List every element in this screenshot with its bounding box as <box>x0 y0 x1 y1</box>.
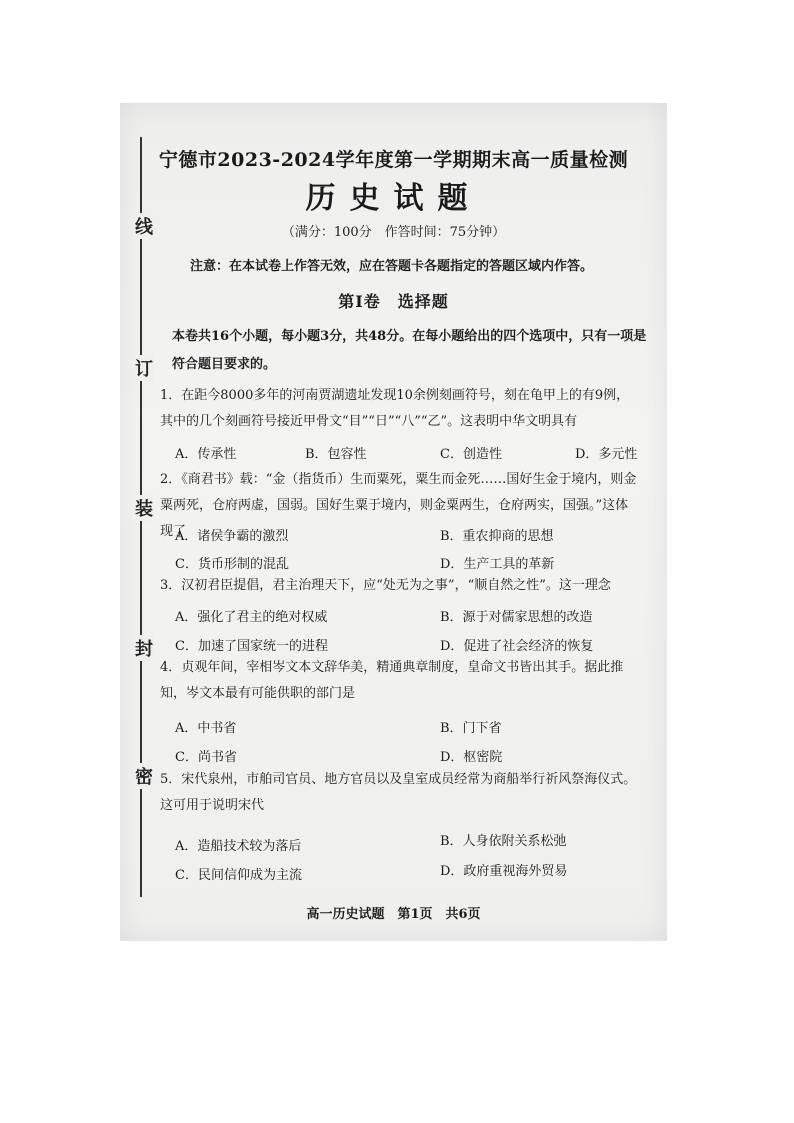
section-title: 第Ⅰ卷 选择题 <box>338 292 449 311</box>
binding-char-xian: 线 <box>134 213 154 239</box>
option-a: A．中书省 <box>175 721 237 736</box>
option-d: D．生产工具的革新 <box>440 557 555 572</box>
binding-char-feng: 封 <box>134 635 154 661</box>
option-d: D．枢密院 <box>440 750 503 765</box>
option-a: A．强化了君主的绝对权威 <box>175 610 328 625</box>
exam-info: （满分：100分 作答时间：75分钟） <box>281 225 506 240</box>
option-b: B．包容性 <box>305 447 367 462</box>
page-footer: 高一历史试题 第1页 共6页 <box>306 907 481 922</box>
option-b: B．人身依附关系松弛 <box>440 834 567 849</box>
exam-title: 宁德市2023-2024学年度第一学期期末高一质量检测 <box>158 149 629 171</box>
option-c: C．民间信仰成为主流 <box>175 868 302 883</box>
option-c: C．加速了国家统一的进程 <box>175 639 328 654</box>
exam-paper-photo <box>120 103 667 941</box>
binding-char-mi: 密 <box>134 763 154 789</box>
option-c: C．尚书省 <box>175 750 237 765</box>
option-c: C．货币形制的混乱 <box>175 557 289 572</box>
section-intro: 本卷共16个小题，每小题3分，共48分。在每小题给出的四个选项中，只有一项是符合题目要求的。 <box>172 329 647 372</box>
option-b: B．门下省 <box>440 721 502 736</box>
question-stem: 3．汉初君臣提倡，君主治理天下，应“处无为之事”，“顺自然之性”。这一理念 <box>160 578 611 593</box>
subject-title: 历史试题 <box>305 181 482 216</box>
question-stem: 5．宋代泉州，市舶司官员、地方官员以及皇室成员经常为商船举行祈风祭海仪式。这可用于说明宋代 <box>160 772 637 813</box>
option-d: D．政府重视海外贸易 <box>440 864 568 879</box>
exam-notice: 注意：在本试卷上作答无效，应在答题卡各题指定的答题区域内作答。 <box>190 259 594 274</box>
option-a: A．诸侯争霸的激烈 <box>175 529 289 544</box>
option-b: B．源于对儒家思想的改造 <box>440 610 593 625</box>
question-stem: 1．在距今8000多年的河南贾湖遗址发现10余例刻画符号，刻在龟甲上的有9例，其中的几个刻画符号接近甲骨文“目”“日”“八”“乙”。这表明中华文明具有 <box>160 388 630 429</box>
option-b: B．重农抑商的思想 <box>440 529 554 544</box>
option-d: D．促进了社会经济的恢复 <box>440 639 594 654</box>
option-a: A．传承性 <box>175 447 237 462</box>
question-stem: 4．贞观年间，宰相岑文本文辞华美，精通典章制度，皇命文书皆出其手。据此推知，岑文本最有可能供职的部门是 <box>160 660 624 701</box>
question-stem: 2．《商君书》载：“金（指货币）生而粟死，粟生而金死……国好生金于境内，则金粟两死，仓府两虚，国弱。国好生粟于境内，则金粟两生，仓府两实，国强。”这体现了 <box>160 472 637 539</box>
binding-char-ding: 订 <box>134 355 154 381</box>
option-d: D．多元性 <box>575 447 638 462</box>
binding-char-zhuang: 装 <box>134 495 154 521</box>
option-c: C．创造性 <box>440 447 502 462</box>
option-a: A．造船技术较为落后 <box>175 839 302 854</box>
